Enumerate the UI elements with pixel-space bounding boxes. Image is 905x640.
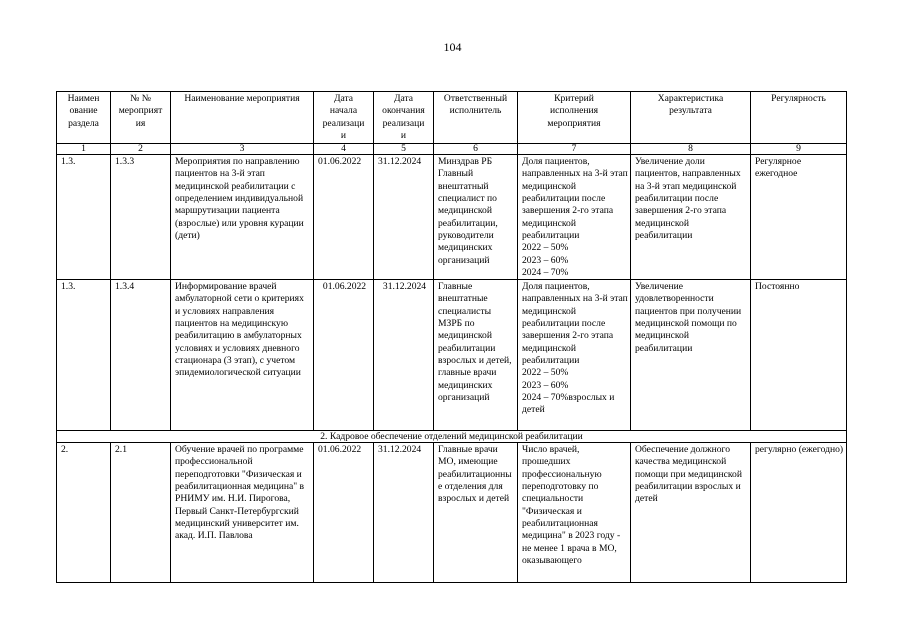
header-name: Наименование мероприятия bbox=[171, 92, 314, 144]
cell-responsible: Главные внештатные специалисты МЗРБ по медицинской реабилитации взрослых и детей, главные врачи медицинских организаций bbox=[434, 280, 518, 431]
header-responsible: Ответственный исполнитель bbox=[434, 92, 518, 144]
page-number: 104 bbox=[443, 40, 462, 54]
cell-regularity: Регулярное ежегодное bbox=[751, 155, 847, 280]
cell-start: 01.06.2022 bbox=[314, 280, 374, 431]
cell-criterion: Число врачей, прошедших профессиональную переподготовку по специальности "Физическая и реабилитационная медицина" в 2023 году - не менее 1 врача в МО, оказывающего bbox=[518, 443, 631, 583]
cell-start: 01.06.2022 bbox=[314, 443, 374, 583]
cell-responsible: Главные врачи МО, имеющие реабилитационны е отделения для взрослых и детей bbox=[434, 443, 518, 583]
cell-end: 31.12.2024 bbox=[374, 155, 434, 280]
cell-section: 1.3. bbox=[57, 155, 111, 280]
cell-criterion: Доля пациентов, направленных на 3-й этап медицинской реабилитации после завершения 2-го этапа медицинской реабилитации 2022 – 50% 2023 – 60% 2024 – 70% bbox=[518, 155, 631, 280]
column-number: 4 bbox=[314, 144, 374, 155]
activities-table bbox=[56, 91, 847, 583]
header-start: Дата начала реализаци и bbox=[314, 92, 374, 144]
cell-number: 1.3.4 bbox=[111, 280, 171, 431]
cell-responsible: Минздрав РБ Главный внештатный специалист по медицинской реабилитации, руководители медицинских организаций bbox=[434, 155, 518, 280]
header-regularity: Регулярность bbox=[751, 92, 847, 144]
column-number: 6 bbox=[434, 144, 518, 155]
section-heading-row bbox=[57, 431, 847, 443]
cell-name: Информирование врачей амбулаторной сети о критериях и условиях направления пациентов на медицинскую реабилитацию в амбулаторных условиях и условиях дневного стационара (3 этап), с учетом эпидемиологической ситуации bbox=[171, 280, 314, 431]
column-number: 5 bbox=[374, 144, 434, 155]
cell-number: 1.3.3 bbox=[111, 155, 171, 280]
header-end: Дата окончания реализаци и bbox=[374, 92, 434, 144]
table-row bbox=[57, 155, 847, 280]
cell-section: 1.3. bbox=[57, 280, 111, 431]
cell-number: 2.1 bbox=[111, 443, 171, 583]
cell-result: Увеличение доли пациентов, направленных на 3-й этап медицинской реабилитации после завершения 2-го этапа медицинской реабилитации bbox=[631, 155, 751, 280]
table-row bbox=[57, 280, 847, 431]
column-number: 9 bbox=[751, 144, 847, 155]
cell-name: Мероприятия по направлению пациентов на 3-й этап медицинской реабилитации с определением индивидуальной маршрутизации пациента (взрослые) или уровня курации (дети) bbox=[171, 155, 314, 280]
column-number: 3 bbox=[171, 144, 314, 155]
header-number: № № мероприят ия bbox=[111, 92, 171, 144]
table-row bbox=[57, 443, 847, 583]
cell-result: Обеспечение должного качества медицинской помощи при медицинской реабилитации взрослых и детей bbox=[631, 443, 751, 583]
cell-end: 31.12.2024 bbox=[374, 443, 434, 583]
column-number-row bbox=[57, 144, 847, 155]
header-criterion: Критерий исполнения мероприятия bbox=[518, 92, 631, 144]
header-row bbox=[57, 92, 847, 144]
section-title: 2. Кадровое обеспечение отделений медицинской реабилитации bbox=[57, 431, 847, 443]
cell-section: 2. bbox=[57, 443, 111, 583]
cell-start: 01.06.2022 bbox=[314, 155, 374, 280]
cell-criterion: Доля пациентов, направленных на 3-й этап медицинской реабилитации после завершения 2-го этапа медицинской реабилитации 2022 – 50% 2023 – 60% 2024 – 70%взрослых и детей bbox=[518, 280, 631, 431]
header-section: Наимен ование раздела bbox=[57, 92, 111, 144]
cell-regularity: Постоянно bbox=[751, 280, 847, 431]
column-number: 1 bbox=[57, 144, 111, 155]
cell-regularity: регулярно (ежегодно) bbox=[751, 443, 847, 583]
cell-name: Обучение врачей по программе профессиональной переподготовки "Физическая и реабилитационная медицина" в РНИМУ им. Н.И. Пирогова, Первый Санкт-Петербургский медицинский университет им. акад. И.П. Павлова bbox=[171, 443, 314, 583]
cell-end: 31.12.2024 bbox=[374, 280, 434, 431]
cell-result: Увеличение удовлетворенности пациентов при получении медицинской помощи по медицинской реабилитации bbox=[631, 280, 751, 431]
column-number: 8 bbox=[631, 144, 751, 155]
header-result: Характеристика результата bbox=[631, 92, 751, 144]
column-number: 2 bbox=[111, 144, 171, 155]
column-number: 7 bbox=[518, 144, 631, 155]
